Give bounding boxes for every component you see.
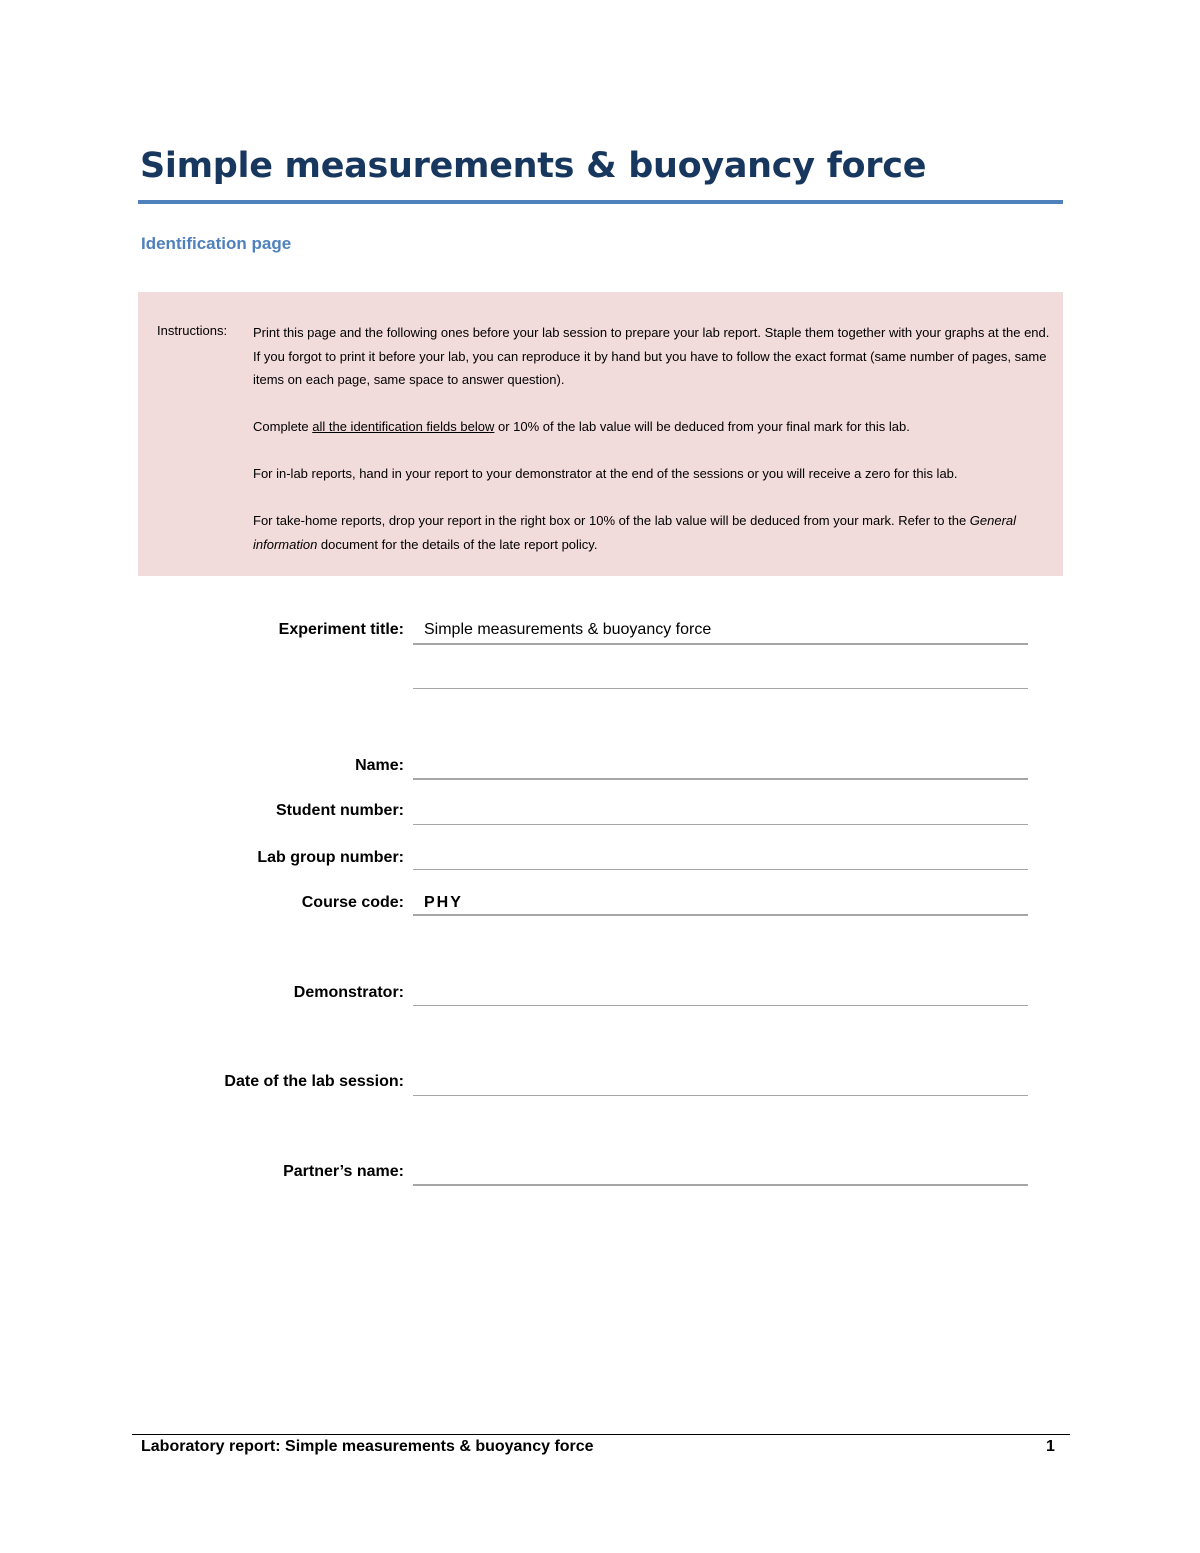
lab-date-field[interactable] bbox=[413, 1095, 1028, 1096]
instructions-text: For take-home reports, drop your report in the right box or 10% of the lab value will be deduced from your mark. Refer to the bbox=[253, 513, 970, 528]
demonstrator-field[interactable] bbox=[413, 1005, 1028, 1006]
course-code-value: PHY bbox=[424, 894, 463, 911]
lab-date-label: Date of the lab session: bbox=[224, 1073, 404, 1090]
partner-name-field[interactable] bbox=[413, 1184, 1028, 1186]
footer-title: Laboratory report: Simple measurements & buoyancy force bbox=[141, 1438, 594, 1455]
instructions-italic-text: General information bbox=[253, 513, 1017, 552]
experiment-title-line-2[interactable] bbox=[413, 688, 1028, 689]
instructions-paragraph-complete bbox=[253, 415, 1055, 439]
instructions-paragraph-in-lab: For in-lab reports, hand in your report to your demonstrator at the end of the sessions or you will receive a zero for this lab. bbox=[253, 466, 958, 481]
student-number-label: Student number: bbox=[276, 802, 404, 819]
instructions-paragraph-take-home bbox=[253, 509, 1055, 556]
course-code-label: Course code: bbox=[301, 894, 404, 911]
course-code-field[interactable] bbox=[413, 914, 1028, 916]
instructions-paragraph-print: Print this page and the following ones before your lab session to prepare your lab report. Staple them together with your graphs at the end. If you forgot to print it before your lab, you can reproduce it by hand but you have to follow the exact format (same number of pages, same items on each page, same space to answer question). bbox=[253, 325, 1050, 387]
footer-divider bbox=[132, 1434, 1070, 1435]
lab-group-number-field[interactable] bbox=[413, 869, 1028, 870]
experiment-title-line[interactable] bbox=[413, 643, 1028, 645]
lab-group-number-label: Lab group number: bbox=[257, 849, 404, 866]
name-field[interactable] bbox=[413, 778, 1028, 780]
title-underline bbox=[138, 200, 1063, 204]
demonstrator-label: Demonstrator: bbox=[293, 984, 404, 1001]
page-number: 1 bbox=[1046, 1438, 1055, 1455]
instructions-text: Complete bbox=[253, 419, 313, 434]
instructions-text: document for the details of the late report policy. bbox=[317, 536, 598, 552]
name-label: Name: bbox=[355, 757, 404, 774]
instructions-underlined-text: all the identification fields below bbox=[312, 419, 495, 434]
student-number-field[interactable] bbox=[413, 824, 1028, 825]
instructions-text: or 10% of the lab value will be deduced from your final mark for this lab. bbox=[494, 419, 910, 434]
partner-name-label: Partner’s name: bbox=[283, 1163, 404, 1180]
experiment-title-value: Simple measurements & buoyancy force bbox=[424, 621, 712, 638]
instructions-box bbox=[138, 292, 1063, 576]
section-subtitle: Identification page bbox=[141, 234, 292, 253]
document-title: Simple measurements & buoyancy force bbox=[140, 146, 927, 186]
instructions-body bbox=[253, 321, 1055, 556]
instructions-label: Instructions: bbox=[157, 323, 228, 338]
experiment-title-label: Experiment title: bbox=[278, 621, 404, 638]
